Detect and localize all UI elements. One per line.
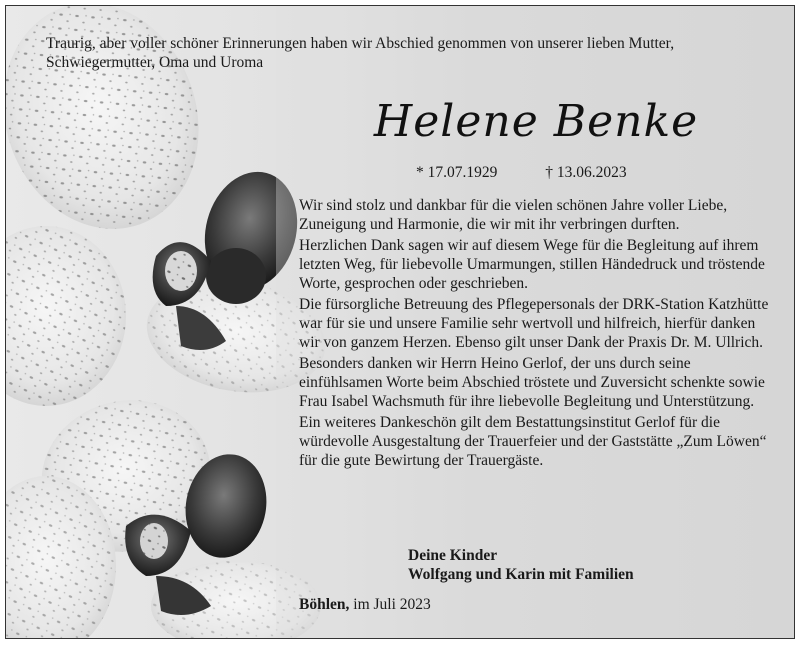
signature-line: Wolfgang und Karin mit Familien — [408, 566, 634, 583]
birth-date: * 17.07.1929 — [416, 164, 498, 181]
thanks-text — [299, 196, 769, 472]
paragraph: Herzlichen Dank sagen wir auf diesem Wege für die Begleitung auf ihrem letzten Weg, für liebevolle Umarmungen, stillen Händedruck und tröstende Worte, gesprochen oder geschrieben. — [299, 237, 765, 292]
paragraph: Ein weiteres Dankeschön gilt dem Bestattungsinstitut Gerlof für die würdevolle Ausgestaltung der Trauerfeier und der Gaststätte „Zum Löwen“ für die gute Bewirtung der Trauergäste. — [299, 414, 767, 469]
deceased-name: Helene Benke — [373, 96, 699, 147]
place-date — [299, 596, 431, 614]
date: im Juli 2023 — [353, 596, 431, 613]
intro-text: Traurig, aber voller schöner Erinnerungen haben wir Abschied genommen von unserer lieben Mutter, Schwiegermutter, Oma und Uroma — [46, 35, 675, 71]
paragraph: Besonders danken wir Herrn Heino Gerlof, der uns durch seine einfühlsamen Worte beim Abschied tröstete und Zuversicht schenkte sowie Frau Isabel Wachsmuth für ihre liebevolle Begleitung und Unterstützung. — [299, 355, 765, 410]
death-date: † 13.06.2023 — [545, 164, 627, 181]
paragraph: Wir sind stolz und dankbar für die vielen schönen Jahre voller Liebe, Zuneigung und Harmonie, die wir mit ihr verbringen durften. — [299, 197, 728, 233]
signature — [408, 546, 634, 584]
signature-line: Deine Kinder — [408, 547, 498, 564]
paragraph: Die fürsorgliche Betreuung des Pflegepersonals der DRK-Station Katzhütte war für sie und unsere Familie sehr wertvoll und hilfreich, hierfür danken wir von ganzem Herzen. Ebenso gilt unser Dank der Praxis Dr. M. Ullrich. — [299, 296, 769, 351]
place: Böhlen, — [299, 596, 350, 613]
obituary-notice — [5, 5, 795, 639]
orchid-flowers-image — [6, 6, 336, 639]
life-dates — [416, 164, 627, 182]
